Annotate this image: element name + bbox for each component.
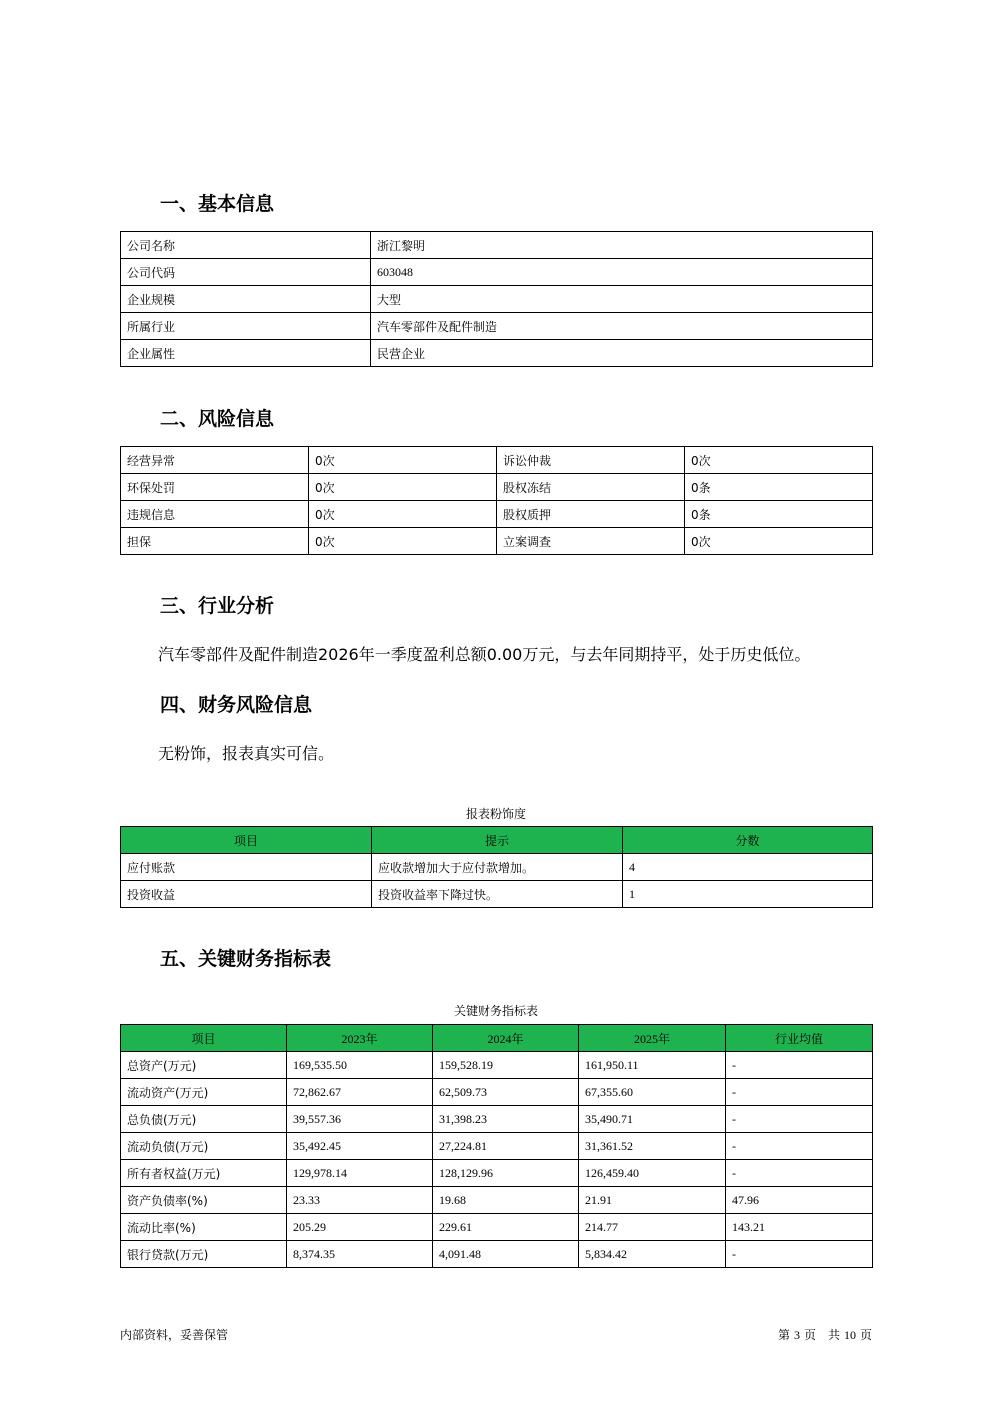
risk-label: 立案调查 <box>497 528 685 555</box>
indicator-label: 所有者权益(万元) <box>121 1160 287 1187</box>
indicator-value: 161,950.11 <box>579 1052 726 1079</box>
section-title-industry: 三、行业分析 <box>160 595 275 617</box>
column-header: 项目 <box>121 1025 287 1052</box>
risk-label: 诉讼仲裁 <box>497 447 685 474</box>
column-header: 分数 <box>623 827 873 854</box>
footer-page-number <box>778 1326 872 1343</box>
key-indicator-table <box>120 1024 873 1268</box>
indicator-label: 流动负债(万元) <box>121 1133 287 1160</box>
indicator-value: 129,978.14 <box>287 1160 433 1187</box>
indicator-value: 229.61 <box>433 1214 579 1241</box>
indicator-value: - <box>726 1241 873 1268</box>
risk-value: 0条 <box>685 474 873 501</box>
cell: 4 <box>623 854 873 881</box>
cell: 投资收益 <box>121 881 372 908</box>
basic-value: 大型 <box>371 286 873 313</box>
page-suffix: 页 <box>859 1328 872 1342</box>
indicator-label: 资产负债率(%) <box>121 1187 287 1214</box>
column-header: 2023年 <box>287 1025 433 1052</box>
page-mid: 页 共 <box>803 1328 840 1342</box>
indicator-value: 159,528.19 <box>433 1052 579 1079</box>
risk-value: 0次 <box>309 447 497 474</box>
indicator-value: 35,490.71 <box>579 1106 726 1133</box>
risk-value: 0条 <box>685 501 873 528</box>
basic-value: 浙江黎明 <box>371 232 873 259</box>
risk-label: 股权质押 <box>497 501 685 528</box>
table-header-row <box>121 1025 873 1052</box>
column-header: 提示 <box>372 827 623 854</box>
indicator-label: 总负债(万元) <box>121 1106 287 1133</box>
risk-value: 0次 <box>309 528 497 555</box>
column-header: 2024年 <box>433 1025 579 1052</box>
risk-label: 经营异常 <box>121 447 309 474</box>
indicator-value: 169,535.50 <box>287 1052 433 1079</box>
indicator-value: 62,509.73 <box>433 1079 579 1106</box>
table-row <box>121 474 873 501</box>
indicator-value: 205.29 <box>287 1214 433 1241</box>
risk-value: 0次 <box>685 528 873 555</box>
table-row <box>121 1052 873 1079</box>
risk-value: 0次 <box>685 447 873 474</box>
indicator-value: 72,862.67 <box>287 1079 433 1106</box>
table-row <box>121 854 873 881</box>
embellish-table-caption: 报表粉饰度 <box>465 807 526 821</box>
basic-info-table <box>120 231 873 367</box>
indicator-value: 47.96 <box>726 1187 873 1214</box>
basic-value: 民营企业 <box>371 340 873 367</box>
risk-label: 环保处罚 <box>121 474 309 501</box>
indicator-label: 流动资产(万元) <box>121 1079 287 1106</box>
cell: 应付账款 <box>121 854 372 881</box>
basic-value: 603048 <box>371 259 873 286</box>
indicator-value: - <box>726 1106 873 1133</box>
indicator-value: 23.33 <box>287 1187 433 1214</box>
table-row <box>121 1241 873 1268</box>
table-row <box>121 447 873 474</box>
page-prefix: 第 <box>777 1328 790 1342</box>
indicator-value: 128,129.96 <box>433 1160 579 1187</box>
table-row <box>121 528 873 555</box>
column-header: 2025年 <box>579 1025 726 1052</box>
table-header-row <box>121 827 873 854</box>
table-row <box>121 501 873 528</box>
key-table-caption: 关键财务指标表 <box>453 1004 538 1018</box>
indicator-value: 39,557.36 <box>287 1106 433 1133</box>
indicator-value: - <box>726 1160 873 1187</box>
indicator-value: 214.77 <box>579 1214 726 1241</box>
indicator-value: 143.21 <box>726 1214 873 1241</box>
indicator-value: 21.91 <box>579 1187 726 1214</box>
financial-risk-text: 无粉饰，报表真实可信。 <box>158 744 335 763</box>
footer-confidential: 内部资料，妥善保管 <box>120 1328 229 1342</box>
table-row <box>121 1160 873 1187</box>
table-row <box>121 881 873 908</box>
basic-label: 企业规模 <box>121 286 371 313</box>
table-row <box>121 259 873 286</box>
indicator-value: 19.68 <box>433 1187 579 1214</box>
table-row <box>121 340 873 367</box>
indicator-value: 35,492.45 <box>287 1133 433 1160</box>
section-title-financial-risk: 四、财务风险信息 <box>160 694 313 716</box>
page-current: 3 <box>793 1328 800 1342</box>
table-row <box>121 1187 873 1214</box>
basic-label: 所属行业 <box>121 313 371 340</box>
indicator-value: - <box>726 1079 873 1106</box>
indicator-value: 126,459.40 <box>579 1160 726 1187</box>
indicator-value: 8,374.35 <box>287 1241 433 1268</box>
table-row <box>121 1133 873 1160</box>
risk-value: 0次 <box>309 474 497 501</box>
indicator-value: 31,361.52 <box>579 1133 726 1160</box>
basic-label: 企业属性 <box>121 340 371 367</box>
indicator-value: 4,091.48 <box>433 1241 579 1268</box>
table-row <box>121 1106 873 1133</box>
risk-info-table <box>120 446 873 555</box>
table-row <box>121 232 873 259</box>
cell: 1 <box>623 881 873 908</box>
basic-label: 公司名称 <box>121 232 371 259</box>
indicator-value: 31,398.23 <box>433 1106 579 1133</box>
indicator-value: 67,355.60 <box>579 1079 726 1106</box>
risk-value: 0次 <box>309 501 497 528</box>
risk-label: 股权冻结 <box>497 474 685 501</box>
indicator-label: 总资产(万元) <box>121 1052 287 1079</box>
section-title-risk: 二、风险信息 <box>160 408 275 430</box>
indicator-value: 5,834.42 <box>579 1241 726 1268</box>
embellish-table <box>120 826 873 908</box>
cell: 应收款增加大于应付款增加。 <box>372 854 623 881</box>
column-header: 行业均值 <box>726 1025 873 1052</box>
section-title-basic: 一、基本信息 <box>160 193 275 215</box>
indicator-label: 流动比率(%) <box>121 1214 287 1241</box>
indicator-value: - <box>726 1052 873 1079</box>
table-row <box>121 313 873 340</box>
indicator-value: - <box>726 1133 873 1160</box>
section-title-key-indicators: 五、关键财务指标表 <box>160 948 332 970</box>
risk-label: 担保 <box>121 528 309 555</box>
cell: 投资收益率下降过快。 <box>372 881 623 908</box>
table-row <box>121 1214 873 1241</box>
table-row <box>121 1079 873 1106</box>
indicator-label: 银行贷款(万元) <box>121 1241 287 1268</box>
basic-value: 汽车零部件及配件制造 <box>371 313 873 340</box>
industry-analysis-text: 汽车零部件及配件制造2026年一季度盈利总额0.00万元，与去年同期持平，处于历史低位。 <box>158 645 811 664</box>
risk-label: 违规信息 <box>121 501 309 528</box>
table-row <box>121 286 873 313</box>
column-header: 项目 <box>121 827 372 854</box>
basic-label: 公司代码 <box>121 259 371 286</box>
page-total: 10 <box>843 1328 856 1342</box>
indicator-value: 27,224.81 <box>433 1133 579 1160</box>
